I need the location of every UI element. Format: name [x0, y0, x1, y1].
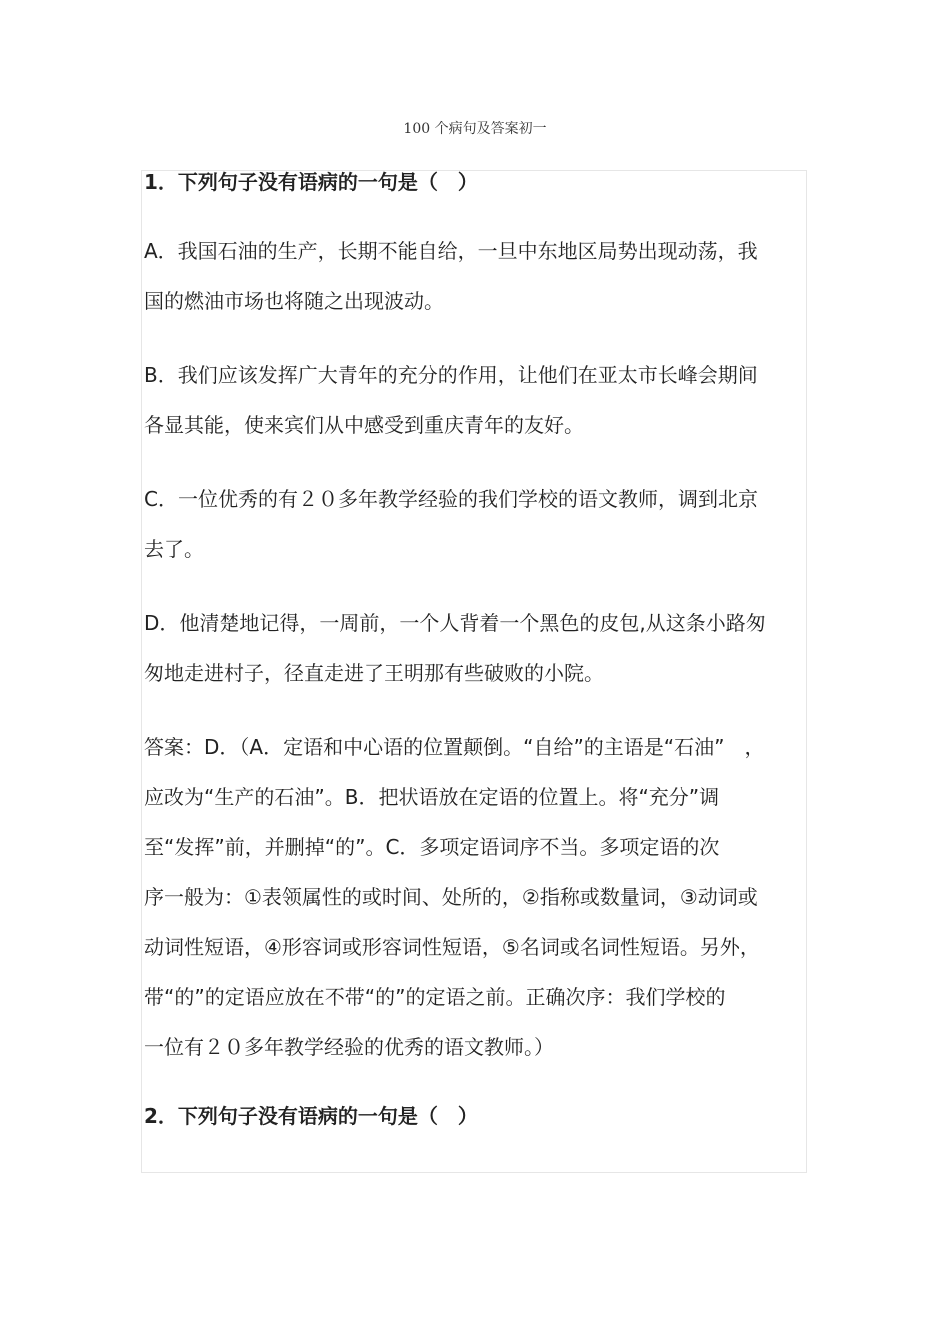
option-c-line: 去了。 [144, 537, 204, 561]
answer-line: 序一般为：①表领属性的或时间、处所的，②指称或数量词，③动词或 [144, 885, 758, 909]
answer-block [144, 722, 814, 1072]
option-d-line: 匆地走进村子，径直走进了王明那有些破败的小院。 [144, 661, 604, 685]
answer-line: 答案：D．（A．定语和中心语的位置颠倒。“自给”的主语是“石油” ， [144, 735, 765, 759]
answer-line: 至“发挥”前，并删掉“的”。C．多项定语词序不当。多项定语的次 [144, 835, 720, 859]
answer-line: 一位有２０多年教学经验的优秀的语文教师。） [144, 1035, 554, 1059]
option-a-line: A．我国石油的生产，长期不能自给，一旦中东地区局势出现动荡，我 [144, 239, 758, 263]
document-body [144, 162, 814, 1136]
answer-line: 应改为“生产的石油”。B．把状语放在定语的位置上。将“充分”调 [144, 785, 720, 809]
option-a-line: 国的燃油市场也将随之出现波动。 [144, 289, 444, 313]
answer-line: 动词性短语，④形容词或形容词性短语，⑤名词或名词性短语。另外， [144, 935, 760, 959]
document-header: 100 个病句及答案初一 [403, 121, 547, 137]
option-b-line: 各显其能，使来宾们从中感受到重庆青年的友好。 [144, 413, 584, 437]
option-b [144, 350, 814, 450]
option-d-line: D．他清楚地记得，一周前，一个人背着一个黑色的皮包,从这条小路匆 [144, 611, 766, 635]
answer-line: 带“的”的定语应放在不带“的”的定语之前。正确次序：我们学校的 [144, 985, 726, 1009]
option-c [144, 474, 814, 574]
question-1-title: 1．下列句子没有语病的一句是（ ） [144, 170, 478, 194]
option-d [144, 598, 814, 698]
option-a [144, 226, 814, 326]
question-2-title: 2．下列句子没有语病的一句是（ ） [144, 1104, 478, 1128]
option-c-line: C．一位优秀的有２０多年教学经验的我们学校的语文教师，调到北京 [144, 487, 758, 511]
option-b-line: B．我们应该发挥广大青年的充分的作用，让他们在亚太市长峰会期间 [144, 363, 758, 387]
